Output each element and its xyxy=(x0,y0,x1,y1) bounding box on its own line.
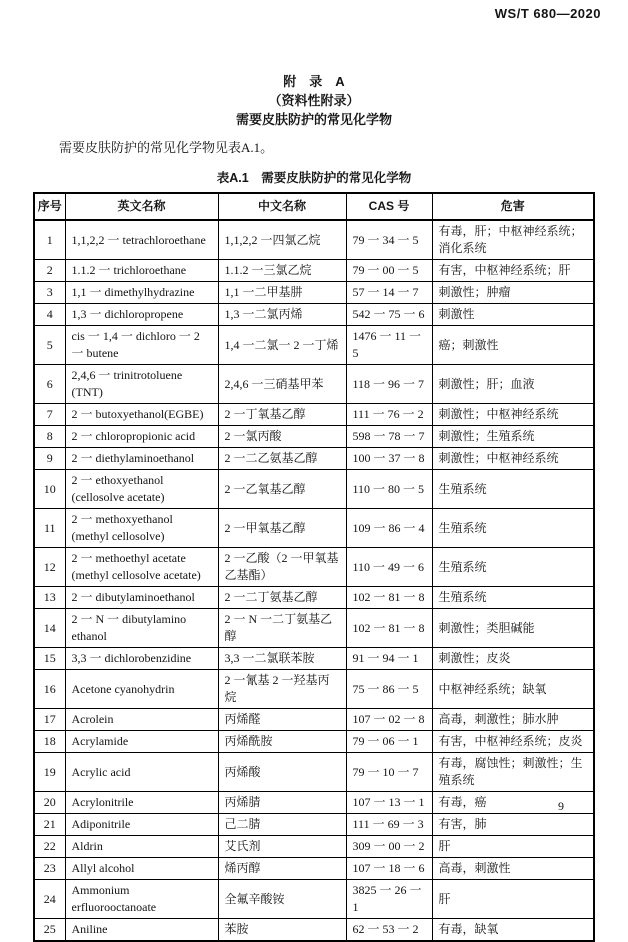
cell-seq: 11 xyxy=(34,509,65,548)
cell-seq: 19 xyxy=(34,753,65,792)
table-row xyxy=(34,365,594,404)
cell-english: 3,3 一 dichlorobenzidine xyxy=(65,648,218,670)
table-caption: 表A.1 需要皮肤防护的常见化学物 xyxy=(216,171,412,185)
table-row xyxy=(34,260,594,282)
cell-hazard: 刺激性；肿瘤 xyxy=(432,282,594,304)
cell-cas: 110 一 49 一 6 xyxy=(346,548,432,587)
table-row xyxy=(34,282,594,304)
cell-english: Acetone cyanohydrin xyxy=(65,670,218,709)
cell-english: 1,1 一 dimethylhydrazine xyxy=(65,282,218,304)
cell-seq: 16 xyxy=(34,670,65,709)
table-body xyxy=(34,220,594,941)
cell-cas: 79 一 10 一 7 xyxy=(346,753,432,792)
cell-chinese: 己二腈 xyxy=(218,814,346,836)
table-row xyxy=(34,880,594,919)
cell-seq: 13 xyxy=(34,587,65,609)
cell-cas: 111 一 76 一 2 xyxy=(346,404,432,426)
cell-seq: 24 xyxy=(34,880,65,919)
cell-cas: 118 一 96 一 7 xyxy=(346,365,432,404)
table-row xyxy=(34,609,594,648)
cell-seq: 2 xyxy=(34,260,65,282)
cell-hazard: 中枢神经系统；缺氧 xyxy=(432,670,594,709)
col-header-english-name: 英文名称 xyxy=(65,193,218,220)
cell-english: 1,1,2,2 一 tetrachloroethane xyxy=(65,220,218,260)
cell-chinese: 艾氏剂 xyxy=(218,836,346,858)
cell-cas: 110 一 80 一 5 xyxy=(346,470,432,509)
cell-seq: 5 xyxy=(34,326,65,365)
cell-english: Ammonium erfluorooctanoate xyxy=(65,880,218,919)
cell-english: 2,4,6 一 trinitrotoluene (TNT) xyxy=(65,365,218,404)
table-row xyxy=(34,836,594,858)
table-row xyxy=(34,731,594,753)
cell-chinese: 全氟辛酸铵 xyxy=(218,880,346,919)
cell-cas: 91 一 94 一 1 xyxy=(346,648,432,670)
cell-cas: 102 一 81 一 8 xyxy=(346,587,432,609)
cell-seq: 25 xyxy=(34,919,65,942)
col-header-hazard: 危害 xyxy=(432,193,594,220)
cell-english: 2 一 N 一 dibutylamino ethanol xyxy=(65,609,218,648)
table-row xyxy=(34,404,594,426)
cell-cas: 309 一 00 一 2 xyxy=(346,836,432,858)
cell-cas: 62 一 53 一 2 xyxy=(346,919,432,942)
table-row xyxy=(34,448,594,470)
cell-cas: 100 一 37 一 8 xyxy=(346,448,432,470)
cell-hazard: 有害，中枢神经系统；皮炎 xyxy=(432,731,594,753)
cell-english: 2 一 chloropropionic acid xyxy=(65,426,218,448)
cell-cas: 57 一 14 一 7 xyxy=(346,282,432,304)
table-row xyxy=(34,220,594,260)
cell-cas: 79 一 00 一 5 xyxy=(346,260,432,282)
cell-hazard: 生殖系统 xyxy=(432,509,594,548)
cell-chinese: 2 一 N 一二丁氨基乙醇 xyxy=(218,609,346,648)
cell-chinese: 1,1 一二甲基肼 xyxy=(218,282,346,304)
cell-chinese: 2 一氯丙酸 xyxy=(218,426,346,448)
cell-hazard: 有毒，缺氧 xyxy=(432,919,594,942)
cell-hazard: 刺激性；皮炎 xyxy=(432,648,594,670)
cell-english: cis 一 1,4 一 dichloro 一 2 一 butene xyxy=(65,326,218,365)
cell-english: 2 一 butoxyethanol(EGBE) xyxy=(65,404,218,426)
cell-english: Adiponitrile xyxy=(65,814,218,836)
table-row xyxy=(34,304,594,326)
cell-seq: 3 xyxy=(34,282,65,304)
cell-english: 1.1.2 一 trichloroethane xyxy=(65,260,218,282)
cell-chinese: 2 一二丁氨基乙醇 xyxy=(218,587,346,609)
cell-hazard: 刺激性；类胆碱能 xyxy=(432,609,594,648)
appendix-subtitle: （资料性附录） xyxy=(268,93,360,108)
cell-chinese: 1,1,2,2 一四氯乙烷 xyxy=(218,220,346,260)
cell-cas: 75 一 86 一 5 xyxy=(346,670,432,709)
cell-english: Aniline xyxy=(65,919,218,942)
cell-seq: 1 xyxy=(34,220,65,260)
table-row xyxy=(34,814,594,836)
cell-chinese: 2 一甲氧基乙醇 xyxy=(218,509,346,548)
cell-seq: 15 xyxy=(34,648,65,670)
appendix-heading: 需要皮肤防护的常见化学物 xyxy=(235,112,392,127)
cell-english: Allyl alcohol xyxy=(65,858,218,880)
col-header-seq: 序号 xyxy=(34,193,65,220)
table-row xyxy=(34,426,594,448)
col-header-cas-number: CAS 号 xyxy=(346,193,432,220)
intro-paragraph: 需要皮肤防护的常见化学物见表A.1。 xyxy=(59,140,274,155)
cell-cas: 111 一 69 一 3 xyxy=(346,814,432,836)
cell-cas: 107 一 02 一 8 xyxy=(346,709,432,731)
cell-chinese: 1,3 一二氯丙烯 xyxy=(218,304,346,326)
cell-seq: 12 xyxy=(34,548,65,587)
cell-cas: 107 一 13 一 1 xyxy=(346,792,432,814)
cell-hazard: 癌；刺激性 xyxy=(432,326,594,365)
cell-hazard: 刺激性；肝；血液 xyxy=(432,365,594,404)
cell-hazard: 刺激性；中枢神经系统 xyxy=(432,404,594,426)
table-row xyxy=(34,470,594,509)
cell-hazard: 生殖系统 xyxy=(432,587,594,609)
cell-hazard: 高毒，刺激性 xyxy=(432,858,594,880)
standard-number: WS/T 680—2020 xyxy=(494,6,601,21)
cell-cas: 3825 一 26 一 1 xyxy=(346,880,432,919)
cell-seq: 22 xyxy=(34,836,65,858)
table-row xyxy=(34,792,594,814)
cell-chinese: 丙烯腈 xyxy=(218,792,346,814)
cell-seq: 6 xyxy=(34,365,65,404)
cell-cas: 109 一 86 一 4 xyxy=(346,509,432,548)
cell-english: 2 一 ethoxyethanol (cellosolve acetate) xyxy=(65,470,218,509)
cell-hazard: 刺激性；生殖系统 xyxy=(432,426,594,448)
cell-seq: 8 xyxy=(34,426,65,448)
cell-hazard: 生殖系统 xyxy=(432,470,594,509)
cell-seq: 7 xyxy=(34,404,65,426)
table-row xyxy=(34,753,594,792)
table-row xyxy=(34,858,594,880)
cell-seq: 14 xyxy=(34,609,65,648)
cell-english: 2 一 methoxyethanol (methyl cellosolve) xyxy=(65,509,218,548)
cell-english: Aldrin xyxy=(65,836,218,858)
table-row xyxy=(34,326,594,365)
cell-cas: 102 一 81 一 8 xyxy=(346,609,432,648)
cell-english: 2 一 dibutylaminoethanol xyxy=(65,587,218,609)
cell-cas: 1476 一 11 一 5 xyxy=(346,326,432,365)
table-row xyxy=(34,709,594,731)
cell-seq: 21 xyxy=(34,814,65,836)
cell-cas: 598 一 78 一 7 xyxy=(346,426,432,448)
cell-english: 1,3 一 dichloropropene xyxy=(65,304,218,326)
cell-chinese: 3,3 一二氯联苯胺 xyxy=(218,648,346,670)
cell-cas: 79 一 06 一 1 xyxy=(346,731,432,753)
table-row xyxy=(34,670,594,709)
cell-english: Acrylic acid xyxy=(65,753,218,792)
table-header xyxy=(34,193,594,220)
col-header-chinese-name: 中文名称 xyxy=(218,193,346,220)
cell-hazard: 刺激性 xyxy=(432,304,594,326)
cell-chinese: 丙烯醛 xyxy=(218,709,346,731)
cell-cas: 107 一 18 一 6 xyxy=(346,858,432,880)
cell-hazard: 高毒，刺激性；肺水肿 xyxy=(432,709,594,731)
cell-chinese: 2 一氰基 2 一羟基丙烷 xyxy=(218,670,346,709)
cell-seq: 18 xyxy=(34,731,65,753)
chemicals-table xyxy=(33,192,595,942)
cell-chinese: 苯胺 xyxy=(218,919,346,942)
cell-seq: 4 xyxy=(34,304,65,326)
table-row xyxy=(34,509,594,548)
page-number: 9 xyxy=(558,799,564,813)
table-row xyxy=(34,648,594,670)
cell-chinese: 2 一乙氧基乙醇 xyxy=(218,470,346,509)
cell-english: 2 一 methoethyl acetate (methyl cellosolve acetate) xyxy=(65,548,218,587)
cell-chinese: 2 一丁氧基乙醇 xyxy=(218,404,346,426)
table-row xyxy=(34,587,594,609)
cell-hazard: 肝 xyxy=(432,836,594,858)
cell-hazard: 有毒，腐蚀性；刺激性；生殖系统 xyxy=(432,753,594,792)
cell-english: Acrolein xyxy=(65,709,218,731)
cell-seq: 10 xyxy=(34,470,65,509)
appendix-title: 附 录 A xyxy=(283,74,345,89)
cell-english: Acrylamide xyxy=(65,731,218,753)
cell-hazard: 有毒，肝；中枢神经系统；消化系统 xyxy=(432,220,594,260)
cell-cas: 542 一 75 一 6 xyxy=(346,304,432,326)
cell-cas: 79 一 34 一 5 xyxy=(346,220,432,260)
cell-chinese: 2 一乙酸（2 一甲氧基乙基酯） xyxy=(218,548,346,587)
cell-chinese: 1,4 一二氯一 2 一丁烯 xyxy=(218,326,346,365)
cell-seq: 23 xyxy=(34,858,65,880)
cell-chinese: 丙烯酰胺 xyxy=(218,731,346,753)
cell-seq: 17 xyxy=(34,709,65,731)
cell-hazard: 有毒，癌 xyxy=(432,792,594,814)
cell-chinese: 丙烯酸 xyxy=(218,753,346,792)
table-header-row xyxy=(34,193,594,220)
cell-hazard: 刺激性；中枢神经系统 xyxy=(432,448,594,470)
cell-seq: 20 xyxy=(34,792,65,814)
cell-chinese: 2,4,6 一三硝基甲苯 xyxy=(218,365,346,404)
cell-hazard: 有害，肺 xyxy=(432,814,594,836)
table-row xyxy=(34,548,594,587)
cell-chinese: 烯丙醇 xyxy=(218,858,346,880)
cell-chinese: 1.1.2 一三氯乙烷 xyxy=(218,260,346,282)
cell-chinese: 2 一二乙氨基乙醇 xyxy=(218,448,346,470)
cell-english: Acrylonitrile xyxy=(65,792,218,814)
cell-hazard: 有害，中枢神经系统；肝 xyxy=(432,260,594,282)
cell-seq: 9 xyxy=(34,448,65,470)
table-row xyxy=(34,919,594,942)
cell-english: 2 一 diethylaminoethanol xyxy=(65,448,218,470)
cell-hazard: 肝 xyxy=(432,880,594,919)
cell-hazard: 生殖系统 xyxy=(432,548,594,587)
